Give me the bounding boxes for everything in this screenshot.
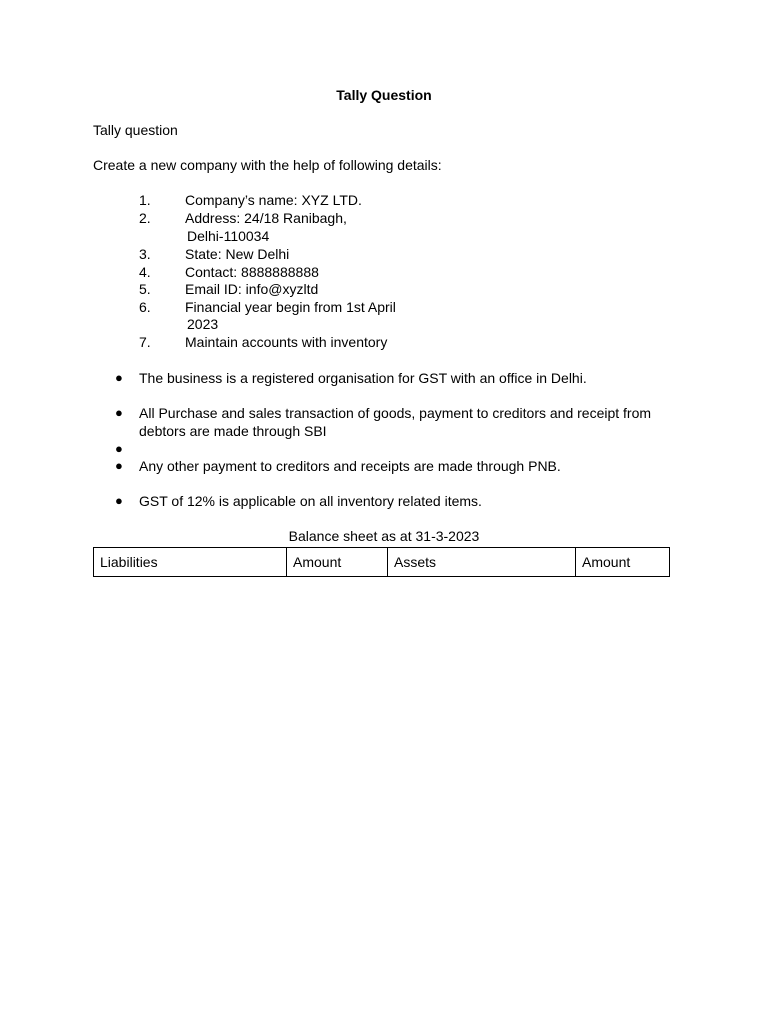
document-subtitle: Tally question	[93, 122, 178, 138]
list-number: 6.	[139, 299, 151, 315]
list-item-financial-year-continued: 2023	[187, 316, 219, 332]
header-assets: Assets	[388, 548, 576, 577]
list-item-address: Address: 24/18 Ranibagh,	[185, 210, 347, 226]
list-item-company-name: Company’s name: XYZ LTD.	[185, 192, 362, 208]
list-item-financial-year: Financial year begin from 1st April	[185, 299, 396, 315]
table-header-row	[94, 548, 670, 577]
list-item-contact: Contact: 8888888888	[185, 264, 319, 280]
list-number: 2.	[139, 210, 151, 226]
bullet-text-pnb-payments: Any other payment to creditors and receipts are made through PNB.	[139, 458, 561, 474]
bullet-icon: ●	[115, 458, 123, 473]
list-item-address-continued: Delhi-110034	[187, 228, 270, 244]
header-amount-assets: Amount	[576, 548, 670, 577]
bullet-icon: ●	[115, 370, 123, 385]
list-item-email: Email ID: info@xyzltd	[185, 281, 319, 297]
bullet-text-gst-registration: The business is a registered organisation for GST with an office in Delhi.	[139, 370, 587, 386]
document-title: Tally Question	[336, 87, 432, 103]
bullet-text-sbi-transactions-continued: debtors are made through SBI	[139, 423, 327, 439]
bullet-icon: ●	[115, 493, 123, 508]
list-number: 7.	[139, 334, 151, 350]
header-amount-liabilities: Amount	[287, 548, 388, 577]
list-number: 4.	[139, 264, 151, 280]
header-liabilities: Liabilities	[94, 548, 287, 577]
list-item-state: State: New Delhi	[185, 246, 290, 262]
bullet-text-gst-rate: GST of 12% is applicable on all inventory related items.	[139, 493, 482, 509]
bullet-icon: ●	[115, 441, 123, 456]
bullet-text-sbi-transactions: All Purchase and sales transaction of goods, payment to creditors and receipt from	[139, 405, 652, 421]
list-number: 3.	[139, 246, 151, 262]
balance-sheet-table	[93, 547, 670, 577]
balance-sheet-caption: Balance sheet as at 31-3-2023	[288, 528, 480, 544]
list-number: 1.	[139, 192, 151, 208]
intro-text: Create a new company with the help of following details:	[93, 157, 442, 173]
list-number: 5.	[139, 281, 151, 297]
list-item-inventory: Maintain accounts with inventory	[185, 334, 388, 350]
bullet-icon: ●	[115, 405, 123, 420]
